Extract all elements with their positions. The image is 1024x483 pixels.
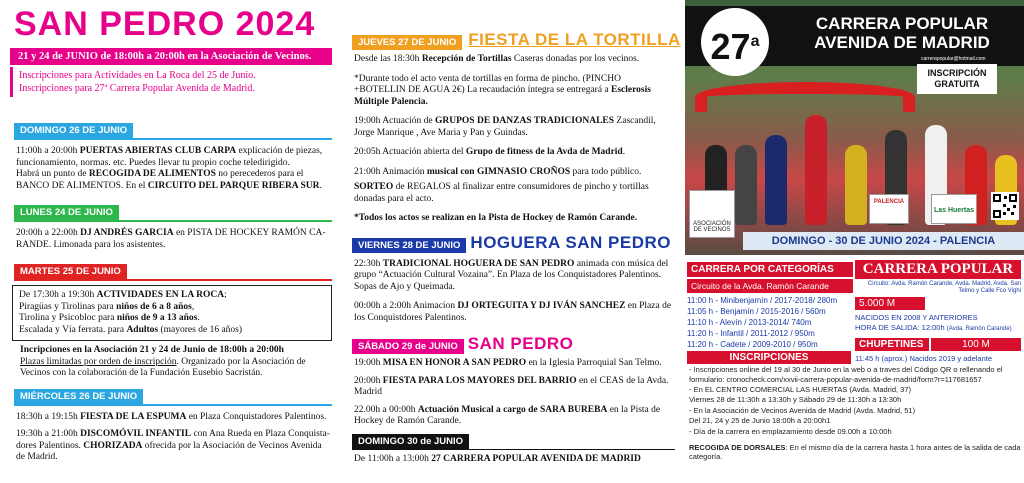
event-text: 22.00h a 00:00h Actuación Musical a cargo de SARA BUREBA en la Pista de Hockey de Ramón Carande. bbox=[354, 404, 661, 426]
divider bbox=[14, 138, 332, 140]
categories-block bbox=[687, 262, 853, 350]
chupetines-title: CHUPETINES bbox=[855, 338, 929, 351]
left-column bbox=[0, 0, 342, 483]
edition-number: 27$^a$ bbox=[701, 8, 769, 76]
inscriptions-header-wrap bbox=[687, 351, 851, 364]
category-item: 11:10 h - Alevín / 2013-2014/ 740m bbox=[687, 318, 812, 327]
sponsor-logos bbox=[685, 190, 1024, 233]
popular-race-distance: 5.000 M bbox=[855, 297, 925, 310]
divider bbox=[352, 449, 675, 450]
event-text: 20:00h a 22:00h DJ ANDRÉS GARCIA en PISTA DE HOCKEY RAMÓN CA-RANDE. Limonada para los asistentes. bbox=[16, 228, 326, 250]
section-title: SAN PEDRO bbox=[467, 334, 574, 353]
section-domingo-30 bbox=[342, 434, 685, 449]
popular-race-born: NACIDOS EN 2008 Y ANTERIORES bbox=[855, 313, 978, 322]
bib-pickup: RECOGIDA DE DORSALES: En el mismo día de la carrera hasta 1 hora antes de la salida de cada categoría. bbox=[689, 442, 1021, 461]
popular-race-circuit: Circuito: Avda. Ramón Carande, Avda. Madrid, Avda. San Telmo y Calle Fco Vighi bbox=[867, 281, 1021, 294]
section-header: VIERNES 28 DE JUNIO bbox=[352, 238, 466, 253]
event-text: 22:30h TRADICIONAL HOGUERA DE SAN PEDRO animada con música del grupo “Actuación Cultural Vozaina”. En Plaza de los Conquistadores Palentinos. Sopas de Ajo y Queimada. bbox=[354, 258, 669, 292]
popular-race-title: CARRERA POPULAR bbox=[855, 260, 1021, 279]
middle-column bbox=[342, 0, 685, 483]
category-item: 11:00 h - Minibenjamín / 2017-2018/ 280m bbox=[687, 296, 838, 305]
categories-circuit: Circuito de la Avda. Ramón Carande bbox=[687, 279, 853, 293]
section-header: MIÉRCOLES 26 DE JUNIO bbox=[14, 389, 143, 404]
section-header: SÁBADO 29 de JUNIO bbox=[352, 339, 464, 354]
section-header: LUNES 24 DE JUNIO bbox=[14, 205, 119, 220]
main-title: SAN PEDRO 2024 bbox=[14, 5, 316, 43]
event-text: 20:00h FIESTA PARA LOS MAYORES DEL BARRIO en el CEAS de la Avda. Madrid bbox=[354, 375, 669, 397]
inscriptions-title: INSCRIPCIONES bbox=[687, 351, 851, 364]
event-text: 18:30h a 19:15h FIESTA DE LA ESPUMA en Plaza Conquistadores Palentinos. bbox=[16, 411, 327, 422]
popular-race-block bbox=[855, 260, 1021, 364]
registration-note: Inscripciones para 27ª Carrera Popular Avenida de Madrid. bbox=[19, 83, 255, 94]
right-column bbox=[685, 0, 1024, 483]
inscription-info: Incripciones en la Asociación 21 y 24 de Junio de 18:00h a 20:00h Plazas limitadas por orden de inscripción. Organizado por la Asociación de Vecinos con la colaboración de la Fundación Eusebio Sacristán. bbox=[20, 345, 306, 378]
section-header: MARTES 25 DE JUNIO bbox=[14, 264, 127, 279]
section-lunes-24 bbox=[0, 202, 342, 220]
inscription-line: - En EL CENTRO COMERCIAL LAS HUERTAS (Avda. Madrid, 37) bbox=[689, 385, 912, 394]
registration-banner: 21 y 24 de JUNIO de 18:00h a 20:00h en la Asociación de Vecinos. bbox=[10, 48, 332, 65]
free-registration-badge: INSCRIPCIÓN GRATUITA bbox=[917, 64, 997, 94]
divider bbox=[14, 220, 332, 222]
section-miercoles-26 bbox=[0, 386, 342, 404]
section-domingo-26 bbox=[0, 113, 342, 138]
contact-email: carrerapopular@hotmail.com bbox=[921, 56, 986, 62]
activities-box bbox=[12, 285, 332, 341]
event-text: SORTEO de REGALOS al finalizar entre consumidores de pincho y tortillas donadas para el acto. bbox=[354, 182, 649, 204]
categories-list bbox=[687, 295, 853, 350]
category-item: 11:05 h - Benjamín / 2015-2016 / 560m bbox=[687, 307, 826, 316]
inscription-line: - Inscripciones online del 19 al 30 de Junio en la web o a traves del Código QR o rellenando el formulario: cronocheck.com/xxvii-carrera-popular-avenida-de-madrid/form?r=117681657 bbox=[689, 365, 1003, 384]
event-text: *Durante todo el acto venta de tortillas en forma de pincho. (PINCHO +BOTELLIN DE AGUA 2€) La recaudación íntegra se entregará a Esclerosis Múltiple Palencia. bbox=[354, 73, 651, 107]
section-header: JUEVES 27 DE JUNIO bbox=[352, 35, 462, 50]
section-jueves-27 bbox=[342, 30, 685, 50]
section-martes-25 bbox=[0, 261, 342, 279]
divider bbox=[14, 279, 332, 281]
section-header: DOMINGO 30 de JUNIO bbox=[352, 434, 469, 449]
inscription-line: - Día de la carrera en emplazamiento desde 09.00h a 10:00h bbox=[689, 427, 892, 436]
event-text: 11:00h a 20:00h PUERTAS ABIERTAS CLUB CARPA explicación de piezas, funcionamiento, normas. etc. Puedes llevar tu propio coche teledirigido. bbox=[16, 146, 323, 168]
chupetines-distance: 100 M bbox=[931, 338, 1021, 351]
registration-url[interactable]: cronocheck.com/xxvii-carrera-popular-avenida-de-madrid/form?r=117681657 bbox=[790, 250, 979, 256]
activity-line: De 17:30h a 19:30h ACTIVIDADES EN LA ROCA; bbox=[19, 290, 227, 300]
event-text: Desde las 18:30h Recepción de Tortillas Caseras donadas por los vecinos. bbox=[354, 54, 640, 64]
race-title: CARRERA POPULAR AVENIDA DE MADRID bbox=[814, 14, 990, 52]
event-text: 19:30h a 21:00h DISCOMÓVIL INFANTIL con Ana Rueda en Plaza Conquista-dores Palentinos. CHORIZADA ofrecida por la Asociación de Vecinos Avenida de Madrid. bbox=[16, 429, 330, 462]
activity-line: Escalada y Vía ferrata. para Adultos (mayores de 16 años) bbox=[19, 324, 243, 335]
event-text: 19:00h MISA EN HONOR A SAN PEDRO en la Iglesia Parroquial San Telmo. bbox=[354, 358, 662, 368]
event-text: *Todos los actos se realizan en la Pista de Hockey de Ramón Carande. bbox=[354, 213, 638, 223]
activity-line: Piragüas y Tirolinas para niños de 6 a 8 años, bbox=[19, 301, 195, 312]
section-title: FIESTA DE LA TORTILLA bbox=[468, 30, 681, 49]
registration-note: Inscripciones para Actividades en La Roca del 25 de Junio. bbox=[19, 70, 256, 81]
divider bbox=[14, 404, 332, 406]
race-date: DOMINGO - 30 DE JUNIO 2024 - PALENCIA bbox=[743, 232, 1024, 250]
category-item: 11:20 h - Infantil / 2011-2012 / 950m bbox=[687, 329, 815, 338]
categories-title: CARRERA POR CATEGORÍAS bbox=[687, 262, 853, 277]
palencia-logo: PALENCIA bbox=[869, 194, 909, 224]
chupetines-info: 11:45 h (aprox.) Nacidos 2019 y adelante bbox=[855, 354, 993, 363]
inscription-line: - En la Asociación de Vecinos Avenida de Madrid (Avda. Madrid, 51) bbox=[689, 406, 916, 415]
category-item: 11:20 h - Cadete / 2009-2010 / 950m bbox=[687, 340, 818, 349]
event-text: 20:05h Actuación abierta del Grupo de fitness de la Avda de Madrid. bbox=[354, 147, 626, 157]
section-header: DOMINGO 26 DE JUNIO bbox=[14, 123, 133, 138]
popular-race-start: HORA DE SALIDA: 12:00h (Avda. Ramón Carande) bbox=[855, 323, 1012, 332]
event-text: 19:00h Actuación de GRUPOS DE DANZAS TRADICIONALES Zascandil, Jorge Manrique , Ave Maria y Pan y Guindas. bbox=[354, 116, 656, 138]
registration-notes bbox=[10, 67, 332, 97]
event-text: 00:00h a 2:00h Animacion DJ ORTEGUITA Y DJ IVÁN SANCHEZ en Plaza de los Conquistdores Palentinos. bbox=[354, 301, 672, 323]
inscription-line: Viernes 28 de 11:30h a 13:30h y Sábado 29 de 11:30h a 13:30h bbox=[689, 394, 902, 404]
inscriptions-info bbox=[689, 365, 1021, 462]
event-text: 21:00h Animación musical con GIMNASIO CROÑOS para todo público. bbox=[354, 166, 642, 177]
section-sabado-29 bbox=[342, 334, 685, 354]
activity-line: Tirolina y Psicobloc para niños de 9 a 13 años. bbox=[19, 313, 200, 323]
association-logo: ASOCIACIÓN DE VECINOS bbox=[689, 190, 735, 238]
event-text: De 11:00h a 13:00h 27 CARRERA POPULAR AVENIDA DE MADRID bbox=[354, 453, 641, 464]
section-viernes-28 bbox=[342, 233, 685, 253]
las-huertas-logo: Las Huertas bbox=[931, 194, 977, 224]
event-text: Habrá un punto de RECOGIDA DE ALIMENTOS no perecederos para el BANCO DE ALIMENTOS. En el CIRCUITO DEL PARQUE RIBERA SUR. bbox=[16, 169, 322, 191]
inscription-line: Del 21, 24 y 25 de Junio 18:00h a 20:00h1 bbox=[689, 415, 831, 425]
section-title: HOGUERA SAN PEDRO bbox=[470, 232, 671, 252]
chupetines-row bbox=[855, 338, 1021, 351]
finish-arch bbox=[695, 82, 915, 112]
qr-code-icon[interactable] bbox=[991, 192, 1019, 220]
